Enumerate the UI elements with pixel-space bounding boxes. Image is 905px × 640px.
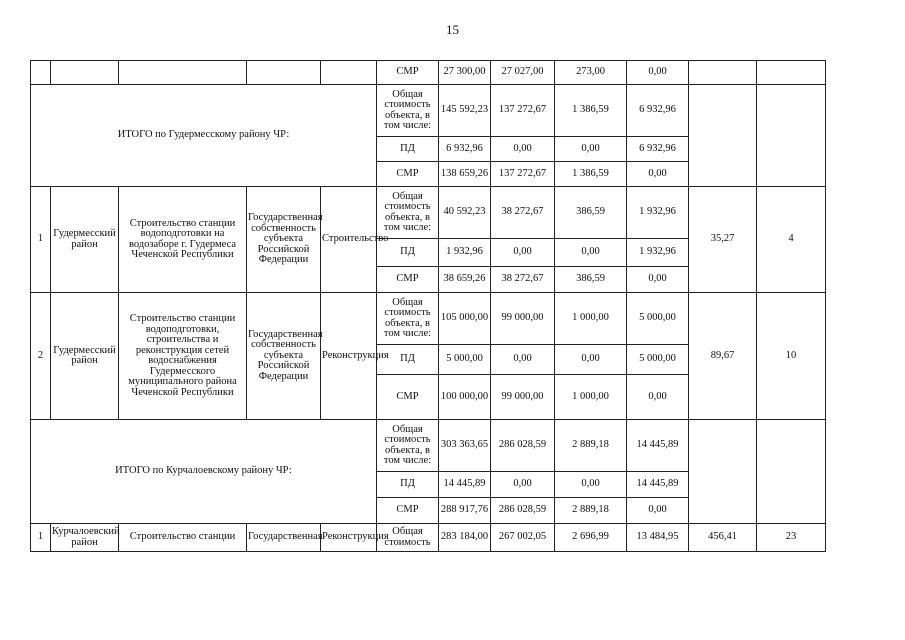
value-cell: 0,00 [491,345,555,375]
value-cell: 13 484,95 [627,524,689,552]
value-cell: 2 889,18 [555,498,627,524]
value-cell: 0,00 [555,137,627,162]
value-cell: 137 272,67 [491,85,555,137]
value-cell: 137 272,67 [491,162,555,187]
value-cell: 38 272,67 [491,187,555,239]
total-label: ИТОГО по Гудермесскому району ЧР: [31,85,377,187]
value-cell: 0,00 [627,162,689,187]
object-name: Строительство станции [119,524,247,552]
value-cell: 6 932,96 [439,137,491,162]
value-cell: 99 000,00 [491,293,555,345]
value-cell: 6 932,96 [627,137,689,162]
value-cell: 14 445,89 [627,420,689,472]
value-cell: 0,00 [555,472,627,498]
total-label: ИТОГО по Курчалоевскому району ЧР: [31,420,377,524]
value-cell: 27 300,00 [439,61,491,85]
cost-type: Общая стоимость объекта, в том числе: [377,293,439,345]
count-cell: 23 [757,524,826,552]
item-number: 1 [31,524,51,552]
value-cell: 0,00 [555,239,627,267]
value-cell: 0,00 [627,267,689,293]
value-cell: 0,00 [491,472,555,498]
value-cell: 0,00 [491,239,555,267]
table-row [31,420,826,472]
work-type: Реконструкция [321,293,377,420]
value-cell: 38 659,26 [439,267,491,293]
value-cell: 0,00 [627,498,689,524]
value-cell: 2 889,18 [555,420,627,472]
cost-type: ПД [377,345,439,375]
cost-type: Общая стоимость объекта, в том числе: [377,420,439,472]
district-name: Гудермесский район [51,293,119,420]
investment-table [30,60,826,552]
value-cell: 1 932,96 [627,239,689,267]
value-cell: 105 000,00 [439,293,491,345]
value-cell: 5 000,00 [627,293,689,345]
cost-type: СМР [377,375,439,420]
cost-type: ПД [377,472,439,498]
capacity-cell: 35,27 [689,187,757,293]
value-cell: 14 445,89 [439,472,491,498]
count-cell: 4 [757,187,826,293]
cost-type: СМР [377,61,439,85]
cost-type: Общая стоимость [377,524,439,552]
item-number: 1 [31,187,51,293]
table-row [31,293,826,345]
value-cell: 303 363,65 [439,420,491,472]
cost-type: СМР [377,498,439,524]
value-cell: 386,59 [555,187,627,239]
district-name: Гудермесский район [51,187,119,293]
value-cell: 286 028,59 [491,498,555,524]
value-cell: 273,00 [555,61,627,85]
value-cell: 2 696,99 [555,524,627,552]
cost-type: Общая стоимость объекта, в том числе: [377,85,439,137]
value-cell: 14 445,89 [627,472,689,498]
value-cell: 267 002,05 [491,524,555,552]
value-cell: 1 000,00 [555,293,627,345]
capacity-cell: 456,41 [689,524,757,552]
value-cell: 0,00 [491,137,555,162]
value-cell: 1 386,59 [555,162,627,187]
value-cell: 386,59 [555,267,627,293]
value-cell: 99 000,00 [491,375,555,420]
cost-type: СМР [377,162,439,187]
object-name: Строительство станции водоподготовки на водозаборе г. Гудермеса Чеченской Республики [119,187,247,293]
value-cell: 288 917,76 [439,498,491,524]
value-cell: 27 027,00 [491,61,555,85]
cost-type: ПД [377,239,439,267]
capacity-cell: 89,67 [689,293,757,420]
item-number: 2 [31,293,51,420]
district-name: Курчалоевский район [51,524,119,552]
ownership: Государственная [247,524,321,552]
value-cell: 6 932,96 [627,85,689,137]
ownership: Государственная собственность субъекта Российской Федерации [247,187,321,293]
cost-type: ПД [377,137,439,162]
value-cell: 1 932,96 [439,239,491,267]
cost-type: Общая стоимость объекта, в том числе: [377,187,439,239]
table-row [31,187,826,239]
work-type: Строительство [321,187,377,293]
work-type: Реконструкция [321,524,377,552]
value-cell: 40 592,23 [439,187,491,239]
value-cell: 100 000,00 [439,375,491,420]
object-name: Строительство станции водоподготовки, строительства и реконструкция сетей водоснабжения Гудермесского муниципального района Чеченской Республики [119,293,247,420]
value-cell: 38 272,67 [491,267,555,293]
value-cell: 1 000,00 [555,375,627,420]
value-cell: 5 000,00 [627,345,689,375]
value-cell: 138 659,26 [439,162,491,187]
table-row [31,85,826,137]
value-cell: 286 028,59 [491,420,555,472]
value-cell: 0,00 [627,61,689,85]
page-number: 15 [446,22,459,37]
value-cell: 0,00 [627,375,689,420]
value-cell: 1 932,96 [627,187,689,239]
table-row [31,524,826,552]
value-cell: 1 386,59 [555,85,627,137]
value-cell: 5 000,00 [439,345,491,375]
value-cell: 283 184,00 [439,524,491,552]
ownership: Государственная собственность субъекта Российской Федерации [247,293,321,420]
value-cell: 0,00 [555,345,627,375]
cost-type: СМР [377,267,439,293]
count-cell: 10 [757,293,826,420]
value-cell: 145 592,23 [439,85,491,137]
table-row [31,61,826,85]
